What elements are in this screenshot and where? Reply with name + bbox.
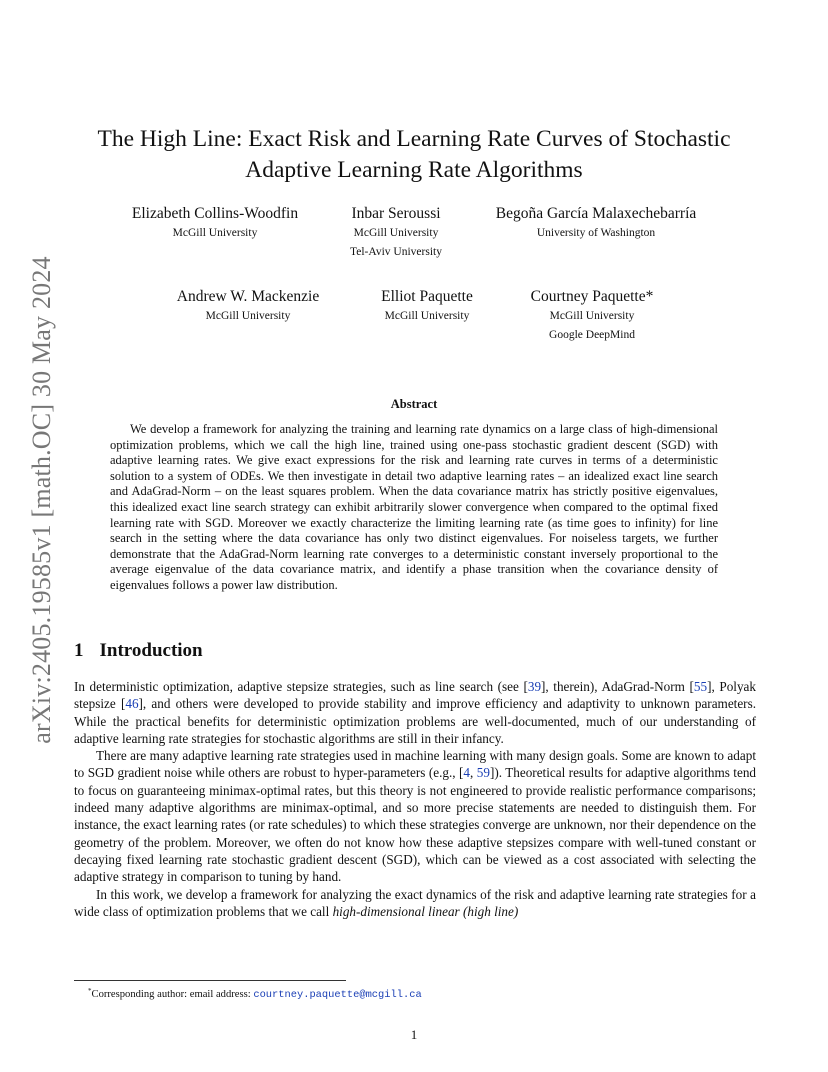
text-run: In deterministic optimization, adaptive stepsize strategies, such as line search (see [: [74, 679, 528, 694]
footnote: [88, 984, 422, 1002]
author-affiliation: Google DeepMind: [549, 329, 635, 341]
author-block-garcia-malaxechebarria: [478, 204, 714, 243]
section-title-text: Introduction: [99, 640, 203, 661]
paper-title: [74, 124, 754, 186]
author-block-elliot-paquette: [356, 287, 498, 326]
section-heading: [74, 640, 203, 662]
author-name: Andrew W. Mackenzie: [176, 288, 320, 305]
author-affiliation: McGill University: [172, 227, 258, 239]
paragraph-1: [74, 678, 756, 747]
author-block-seroussi: [326, 204, 466, 262]
author-affiliation: McGill University: [353, 227, 439, 239]
text-run: There are many adaptive learning rate strategies used in machine learning with many design goals. Some are known to adapt to SGD gradient noise while others are robust to hyper-parameters (e.g., [: [74, 748, 756, 781]
citation-link[interactable]: 4: [463, 765, 471, 781]
author-name: Inbar Seroussi: [351, 205, 441, 222]
paragraph-3: [74, 886, 756, 921]
author-block-courtney-paquette: [512, 287, 672, 345]
author-name: Begoña García Malaxechebarría: [495, 205, 697, 222]
citation-link[interactable]: 59: [476, 765, 490, 781]
citation-link[interactable]: 55: [693, 679, 708, 694]
text-run: ], Polyak stepsize [: [74, 679, 756, 712]
footnote-text: Corresponding author: email address:: [91, 989, 254, 1000]
author-name: Elizabeth Collins-Woodfin: [131, 205, 299, 222]
author-block-collins-woodfin: [110, 204, 320, 243]
text-run: ,: [470, 765, 477, 781]
footnote-divider: [74, 980, 346, 981]
abstract-heading: Abstract: [390, 397, 438, 411]
author-affiliation: McGill University: [549, 310, 635, 322]
author-affiliation: University of Washington: [536, 227, 656, 239]
introduction-body: [74, 678, 756, 920]
italic-term: high-dimensional linear (high line): [332, 903, 519, 919]
author-block-mackenzie: [158, 287, 338, 326]
footnote-marker: *: [88, 987, 92, 995]
text-run: In this work, we develop a framework for analyzing the exact dynamics of the risk and adaptive learning rate strategies for a wide class of optimization problems that we call: [74, 886, 756, 919]
abstract-text: We develop a framework for analyzing the training and learning rate dynamics on a large class of high-dimensional optimization problems, which we call the high line, trained using one-pass stochastic gradient descent (SGD) with adaptive learning rates. We give exact expressions for the risk and learning rate curves in terms of a deterministic solution to a system of ODEs. We then investigate in detail two adaptive learning rates – an idealized exact line search and AdaGrad-Norm – on the least squares problem. When the data covariance matrix has strictly positive eigenvalues, this idealized exact line search strategy can exhibit arbitrarily slower convergence when compared to the optimal fixed learning rate with SGD. Moreover we exactly characterize the limiting learning rate (as time goes to infinity) for line search in the setting where the data covariance has only two distinct eigenvalues. For noiseless targets, we further demonstrate that the AdaGrad-Norm learning rate converges to a deterministic constant inversely proportional to the average eigenvalue of the data covariance matrix, and identify a phase transition when the covariance density of eigenvalues follows a power law distribution.: [110, 422, 718, 592]
section-number: 1: [74, 640, 84, 661]
text-run: ], and others were developed to provide stability and improve efficiency and adaptivity to unknown parameters. While the practical benefits for deterministic optimization problems are well-documented, much of our understanding of adaptive learning rate strategies for stochastic algorithms are still in their infancy.: [74, 696, 757, 746]
author-affiliation: Tel-Aviv University: [350, 246, 442, 258]
citation-link[interactable]: 46: [125, 696, 139, 712]
author-name: Courtney Paquette*: [530, 288, 654, 305]
author-affiliation: McGill University: [384, 310, 470, 322]
author-name: Elliot Paquette: [381, 288, 473, 305]
email-link[interactable]: courtney.paquette@mcgill.ca: [253, 989, 422, 1001]
citation-link[interactable]: 39: [527, 679, 542, 694]
page-number: 1: [410, 1027, 418, 1042]
text-run: ], therein), AdaGrad-Norm [: [541, 679, 694, 694]
arxiv-identifier-text: arXiv:2405.19585v1 [math.OC] 30 May 2024: [27, 256, 56, 744]
title-line-2: Adaptive Learning Rate Algorithms: [245, 157, 583, 183]
paragraph-2: [74, 747, 756, 885]
arxiv-identifier-stamp: [22, 250, 62, 750]
text-run: ]). Theoretical results for adaptive algorithms tend to focus on guaranteeing minimax-optimal rates, but this theory is not engineered to provide realistic performance comparisons; indeed many adaptive algorithms are minimax-optimal, and so more precise statements are needed to distinguish them. For instance, the exact learning rates (or rate schedules) to which these strategies converge are unknown, nor their dependence on the geometry of the problem. Moreover, we often do not know how these adaptive stepsizes compare with well-tuned constant or decaying fixed learning rate stochastic gradient descent (SGD), which can be viewed as a cost associated with selecting the adaptive strategy in comparison to tuning by hand.: [74, 765, 757, 885]
author-affiliation: McGill University: [205, 310, 291, 322]
title-line-1: The High Line: Exact Risk and Learning Rate Curves of Stochastic: [97, 126, 731, 152]
